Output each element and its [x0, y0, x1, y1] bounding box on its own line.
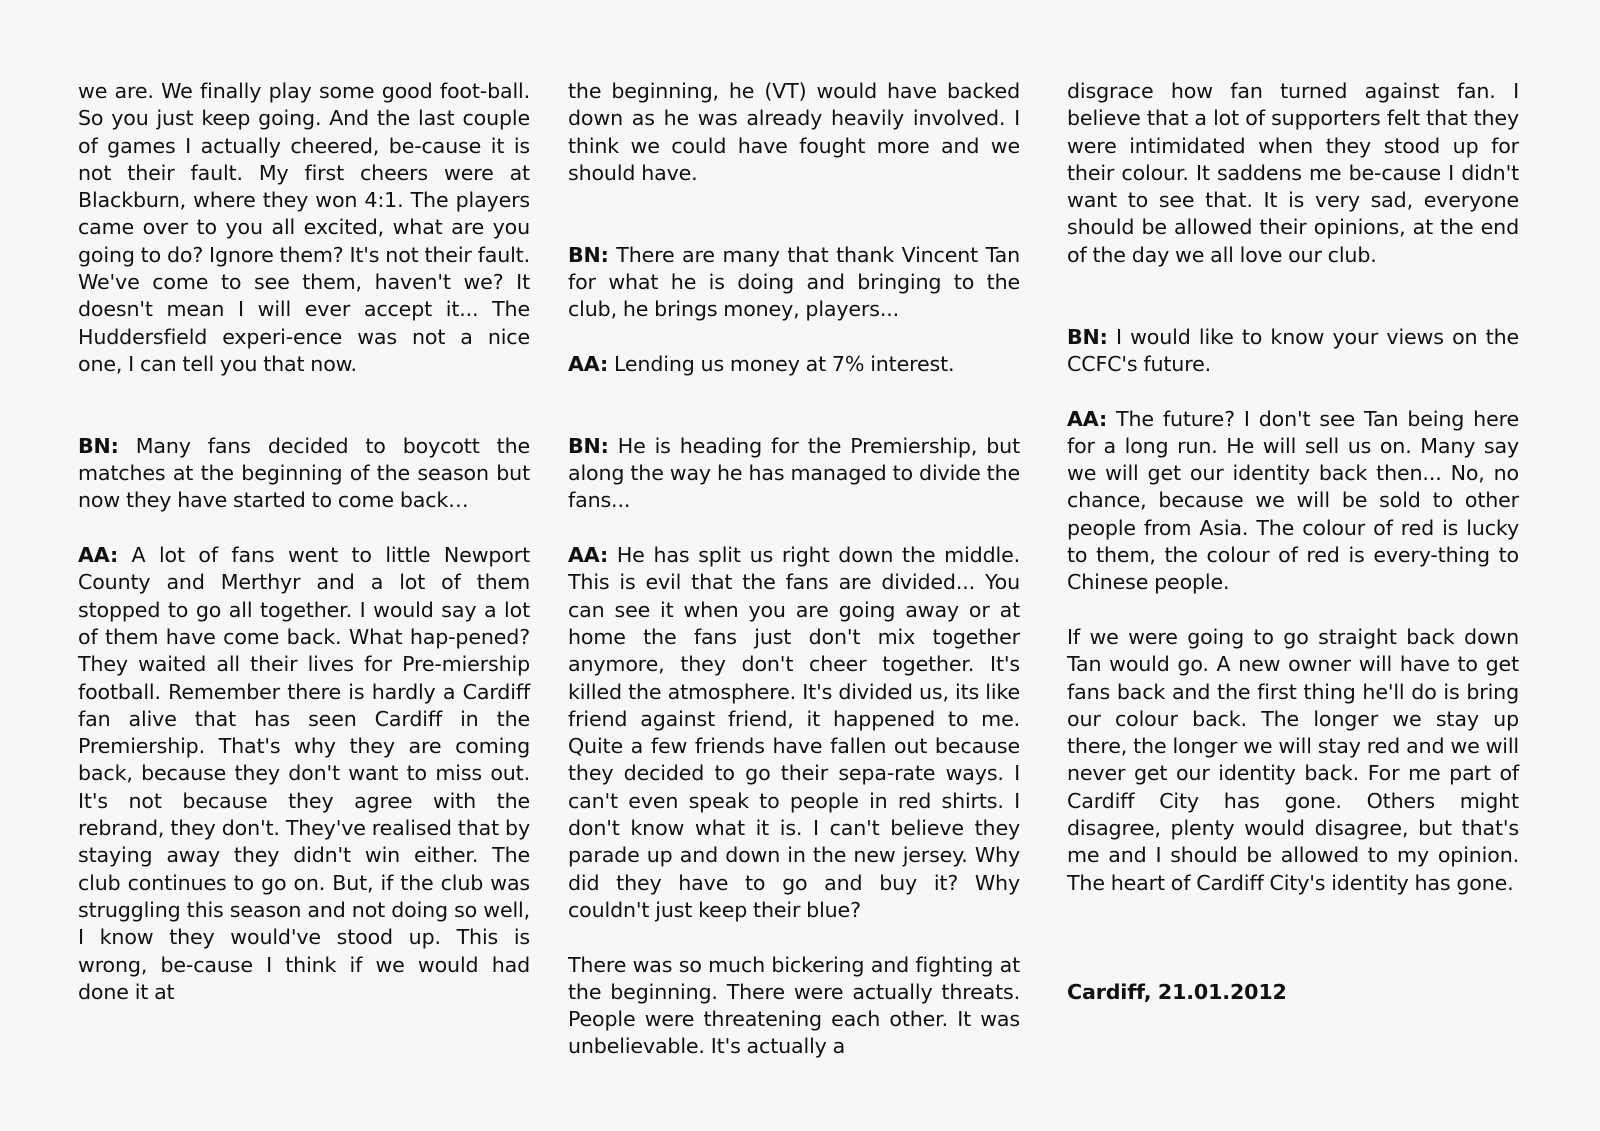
paragraph: we are. We finally play some good foot-ball. So you just keep going. And the last couple of games I actually cheered, be-cause it is not their fault. My first cheers were at Blackburn, where they won 4:1. The players came over to you all excited, what are you going to do? Ignore them? It's not their fault. We've come to see them, haven't we? It doesn't mean I will ever accept it... The Huddersfield experi-ence was not a nice one, I can tell you that now.: [78, 79, 530, 376]
speaker-label: BN:: [568, 242, 609, 267]
speaker-label: BN:: [1067, 324, 1108, 349]
paragraph-text: He is heading for the Premiership, but along the way he has managed to divide the fans...: [568, 433, 1020, 513]
text-column-2: [568, 78, 1020, 1061]
question-paragraph: [1067, 324, 1519, 379]
paragraph: There was so much bickering and fighting at the beginning. There were actually threats. People were threatening each other. It was unbelievable. It's actually a: [568, 952, 1020, 1059]
paragraph-text: I would like to know your views on the CCFC's future.: [1067, 324, 1519, 376]
paragraph-text: A lot of fans went to little Newport County and Merthyr and a lot of them stopped to go all together. I would say a lot of them have come back. What hap-pened? They waited all their lives for Pre-miership football. Remember there is hardly a Cardiff fan alive that has seen Cardiff in the Premiership. That's why they are coming back, because they don't want to miss out. It's not because they agree with the rebrand, they don't. They've realised that by staying away they didn't win either. The club continues to go on. But, if the club was struggling this season and not doing so well, I know they would've stood up. This is wrong, be-cause I think if we would had done it at: [78, 543, 530, 1004]
speaker-label: AA:: [568, 351, 609, 376]
question-paragraph: [568, 242, 1020, 324]
speaker-label: AA:: [1067, 406, 1108, 431]
signature-date: Cardiff, 21.01.2012: [1067, 979, 1287, 1004]
speaker-label: AA:: [78, 543, 119, 568]
answer-paragraph: [568, 542, 1020, 924]
paragraph-text: There are many that thank Vincent Tan for what he is doing and bringing to the club, he brings money, players...: [568, 242, 1020, 322]
speaker-label: BN:: [78, 433, 119, 458]
paragraph-text: Lending us money at 7% interest.: [608, 351, 955, 376]
paragraph: If we were going to go straight back down Tan would go. A new owner will have to get fans back and the first thing he'll do is bring our colour back. The longer we stay up there, the longer we will stay red and we will never get our identity back. For me part of Cardiff City has gone. Others might disagree, plenty would disagree, but that's me and I should be allowed to my opinion. The heart of Cardiff City's identity has gone.: [1067, 624, 1519, 895]
text-column-1: [78, 78, 530, 1006]
paragraph-text: The future? I don't see Tan being here for a long run. He will sell us on. Many say we will get our identity back then... No, no chance, because we will be sold to other people from Asia. The colour of red is lucky to them, the colour of red is every-thing to Chinese people.: [1067, 406, 1519, 595]
paragraph-text: He has split us right down the middle. This is evil that the fans are divided... You can see it when you are going away or at home the fans just don't mix together anymore, they don't cheer together. It's killed the atmosphere. It's divided us, its like friend against friend, it happened to me. Quite a few friends have fallen out because they decided to go their sepa-rate ways. I can't even speak to people in red shirts. I don't know what it is. I can't believe they parade up and down in the new jersey. Why did they have to go and buy it? Why couldn't just keep their blue?: [568, 543, 1020, 922]
paragraph: the beginning, he (VT) would have backed down as he was already heavily involved. I think we could have fought more and we should have.: [568, 79, 1020, 185]
text-column-3: [1067, 78, 1519, 1006]
question-paragraph: [568, 433, 1020, 515]
answer-paragraph: [78, 542, 530, 1006]
paragraph-text: Many fans decided to boycott the matches at the beginning of the season but now they have started to come back…: [78, 433, 530, 513]
answer-paragraph: [568, 351, 1020, 378]
question-paragraph: [78, 433, 530, 515]
answer-paragraph: [1067, 406, 1519, 597]
speaker-label: BN:: [568, 433, 609, 458]
paragraph: disgrace how fan turned against fan. I believe that a lot of supporters felt that they were intimidated when they stood up for their colour. It saddens me be-cause I didn't want to see that. It is very sad, everyone should be allowed their opinions, at the end of the day we all love our club.: [1067, 79, 1519, 267]
speaker-label: AA:: [568, 543, 609, 568]
